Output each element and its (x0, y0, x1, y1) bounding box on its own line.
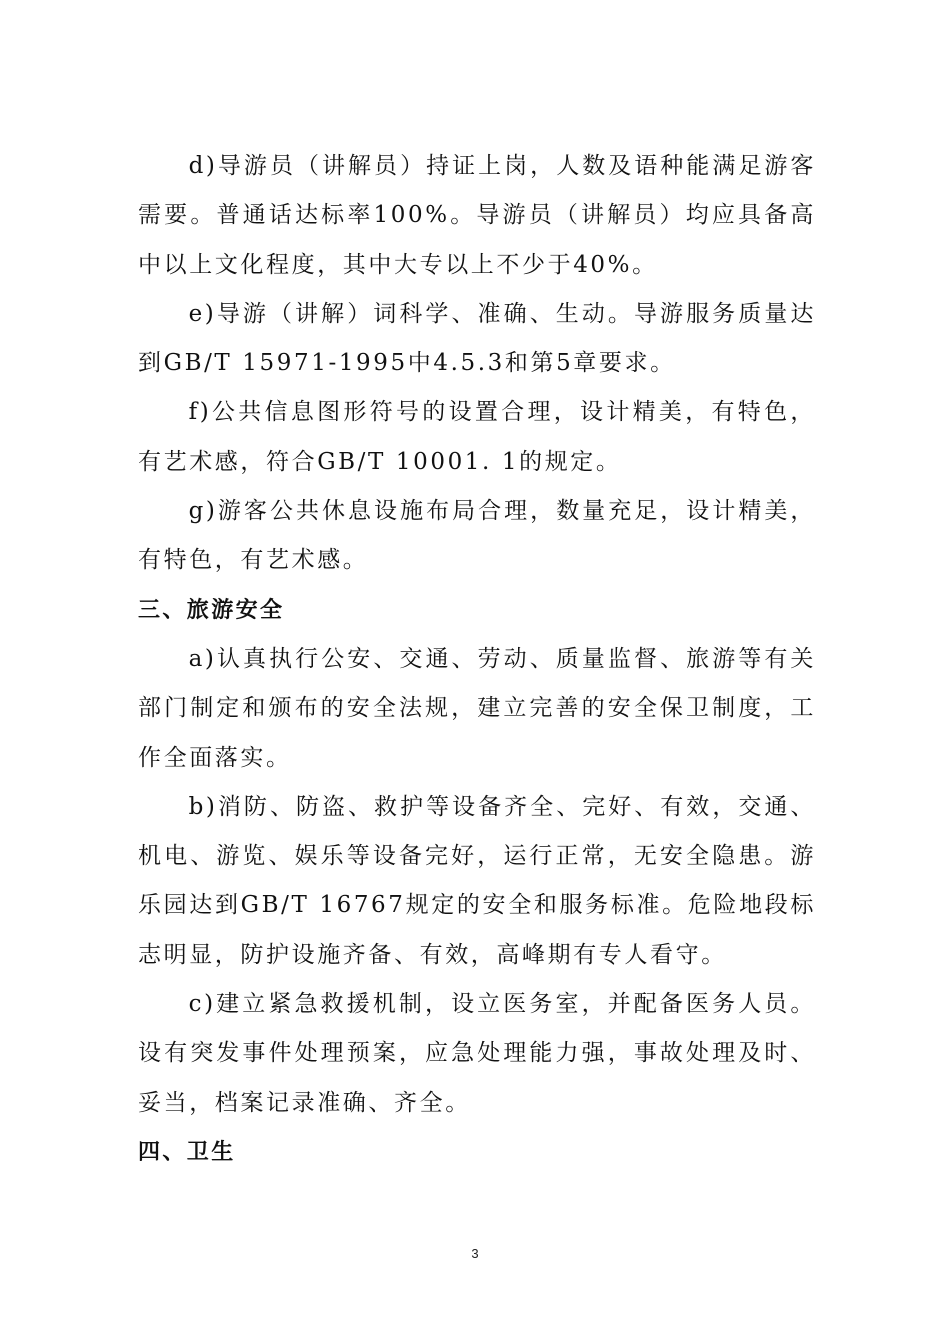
paragraph-f-signage: f)公共信息图形符号的设置合理，设计精美，有特色，有艺术感，符合GB/T 10001. 1的规定。 (138, 399, 816, 475)
section-heading-hygiene: 四、卫生 (138, 1139, 236, 1165)
page-number: 3 (471, 1246, 479, 1261)
paragraph-c-emergency-rescue: c)建立紧急救援机制，设立医务室，并配备医务人员。设有突发事件处理预案，应急处理能力强，事故处理及时、妥当，档案记录准确、齐全。 (138, 991, 816, 1116)
paragraph-a-safety-regulations: a)认真执行公安、交通、劳动、质量监督、旅游等有关部门制定和颁布的安全法规，建立完善的安全保卫制度，工作全面落实。 (138, 645, 816, 771)
document-body (138, 142, 816, 1177)
paragraph-e-guide-script: e)导游（讲解）词科学、准确、生动。导游服务质量达到GB/T 15971-1995中4.5.3和第5章要求。 (138, 300, 816, 377)
section-heading-tourism-safety: 三、旅游安全 (138, 597, 285, 623)
paragraph-b-safety-equipment: b)消防、防盗、救护等设备齐全、完好、有效，交通、机电、游览、娱乐等设备完好，运行正常，无安全隐患。游乐园达到GB/T 16767规定的安全和服务标准。危险地段标志明显，防护设施齐备、有效，高峰期有专人看守。 (138, 793, 816, 968)
paragraph-d-guides: d)导游员（讲解员）持证上岗，人数及语种能满足游客需要。普通话达标率100%。导游员（讲解员）均应具备高中以上文化程度，其中大专以上不少于40%。 (138, 153, 816, 278)
paragraph-g-rest-facilities: g)游客公共休息设施布局合理，数量充足，设计精美，有特色，有艺术感。 (138, 498, 816, 574)
